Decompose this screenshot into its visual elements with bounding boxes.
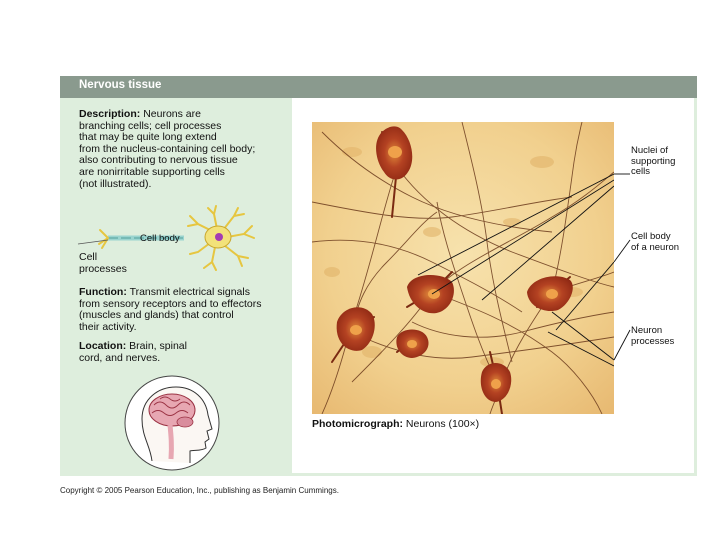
description-line: Neurons are bbox=[143, 108, 201, 120]
neuron-processes-label: Neuron processes bbox=[631, 325, 675, 347]
caption-text: Neurons (100×) bbox=[405, 418, 480, 430]
brain-head-illustration bbox=[120, 373, 225, 473]
copyright-text: Copyright © 2005 Pearson Education, Inc., publishing as Benjamin Cummings. bbox=[60, 486, 339, 495]
panel-border-right bbox=[694, 98, 697, 476]
description-line: (not illustrated). bbox=[79, 177, 152, 190]
nuclei-label: Nuclei of supporting cells bbox=[631, 145, 676, 177]
description-line: from the nucleus-containing cell body; bbox=[79, 142, 256, 155]
function-heading: Function: bbox=[79, 286, 127, 298]
cell-body-neuron-label: Cell body of a neuron bbox=[631, 231, 680, 253]
location-heading: Location: bbox=[79, 340, 127, 352]
function-text: Function: Transmit electrical signals from sensory receptors and to effectors (muscles and glands) that control their activity. bbox=[79, 286, 262, 333]
description-line: also contributing to nervous tissue bbox=[79, 154, 238, 167]
location-text: Location: Brain, spinal cord, and nerves. bbox=[79, 340, 187, 364]
description-heading: Description: bbox=[79, 108, 141, 120]
figure-panel bbox=[60, 76, 697, 476]
cell-body-label: Cell body bbox=[140, 233, 180, 244]
description-panel bbox=[60, 98, 292, 476]
caption-heading: Photomicrograph: bbox=[312, 418, 403, 430]
cell-processes-label: Cell processes bbox=[79, 251, 127, 275]
title-bar bbox=[60, 76, 697, 98]
neuron-photomicrograph bbox=[312, 122, 614, 414]
description-text bbox=[79, 109, 255, 190]
description-line: that may be quite long extend bbox=[79, 131, 217, 144]
figure-title: Nervous tissue bbox=[79, 79, 162, 91]
description-line: branching cells; cell processes bbox=[79, 119, 222, 132]
panel-border-bottom bbox=[292, 473, 697, 476]
photo-caption bbox=[312, 419, 479, 431]
description-line: are nonirritable supporting cells bbox=[79, 165, 225, 178]
